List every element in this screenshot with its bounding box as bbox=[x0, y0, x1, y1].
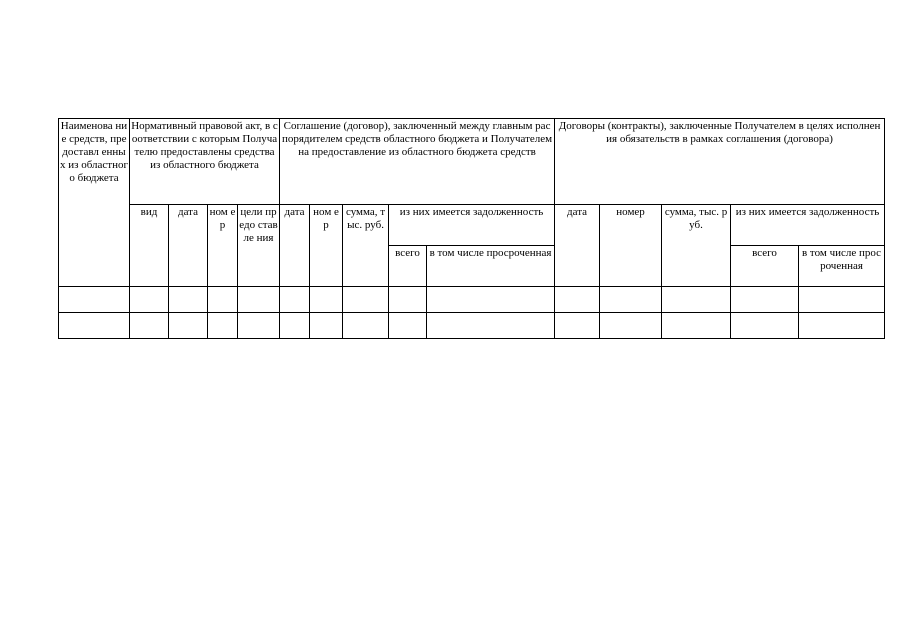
table-cell bbox=[427, 287, 555, 313]
table-cell bbox=[343, 287, 389, 313]
header-contracts: Договоры (контракты), заключенные Получателем в целях исполнения обязательств в рамках соглашения (договора) bbox=[555, 119, 885, 205]
table-cell bbox=[427, 313, 555, 339]
table-cell bbox=[280, 313, 310, 339]
contract-date-header: дата bbox=[555, 205, 600, 287]
contract-debt-overdue-header: в том числе просроченная bbox=[799, 246, 885, 287]
header-agreement: Соглашение (договор), заключенный между главным распорядителем средств областного бюджета и Получателем на предоставление из областного бюджета средств bbox=[280, 119, 555, 205]
table-cell bbox=[731, 313, 799, 339]
act-type-header: вид bbox=[130, 205, 169, 287]
agreement-sum-header: сумма, тыс. руб. bbox=[343, 205, 389, 287]
table-cell bbox=[280, 287, 310, 313]
table-row bbox=[59, 313, 885, 339]
act-number-header: ном ер bbox=[208, 205, 238, 287]
table-row bbox=[59, 287, 885, 313]
table-cell bbox=[208, 313, 238, 339]
contract-debt-header: из них имеется задолженность bbox=[731, 205, 885, 246]
table-cell bbox=[59, 287, 130, 313]
table-cell bbox=[310, 313, 343, 339]
table-body bbox=[59, 287, 885, 339]
act-purpose-header: цели предо ставле ния bbox=[238, 205, 280, 287]
table-cell bbox=[555, 313, 600, 339]
contract-number-header: номер bbox=[600, 205, 662, 287]
contract-sum-header: сумма, тыс. руб. bbox=[662, 205, 731, 287]
agreement-debt-header: из них имеется задолженность bbox=[389, 205, 555, 246]
header-legal-act: Нормативный правовой акт, в соответствии с которым Получателю предоставлены средства из областного бюджета bbox=[130, 119, 280, 205]
header-name-of-funds: Наименова ние средств, предоставл енных из областного бюджета bbox=[59, 119, 130, 287]
table-cell bbox=[799, 287, 885, 313]
table-cell bbox=[130, 287, 169, 313]
contract-debt-total-header: всего bbox=[731, 246, 799, 287]
table-cell bbox=[731, 287, 799, 313]
table-cell bbox=[208, 287, 238, 313]
table-cell bbox=[238, 287, 280, 313]
agreement-debt-overdue-header: в том числе просроченная bbox=[427, 246, 555, 287]
table-cell bbox=[310, 287, 343, 313]
table-cell bbox=[130, 313, 169, 339]
table-cell bbox=[59, 313, 130, 339]
table-cell bbox=[662, 287, 731, 313]
report-table bbox=[58, 118, 885, 339]
table-cell bbox=[389, 313, 427, 339]
table-cell bbox=[389, 287, 427, 313]
agreement-date-header: дата bbox=[280, 205, 310, 287]
table-cell bbox=[555, 287, 600, 313]
table-cell bbox=[799, 313, 885, 339]
table-cell bbox=[600, 313, 662, 339]
table-cell bbox=[343, 313, 389, 339]
table-cell bbox=[169, 287, 208, 313]
table-cell bbox=[238, 313, 280, 339]
table-cell bbox=[600, 287, 662, 313]
agreement-debt-total-header: всего bbox=[389, 246, 427, 287]
act-date-header: дата bbox=[169, 205, 208, 287]
table-cell bbox=[169, 313, 208, 339]
agreement-number-header: ном ер bbox=[310, 205, 343, 287]
table-cell bbox=[662, 313, 731, 339]
